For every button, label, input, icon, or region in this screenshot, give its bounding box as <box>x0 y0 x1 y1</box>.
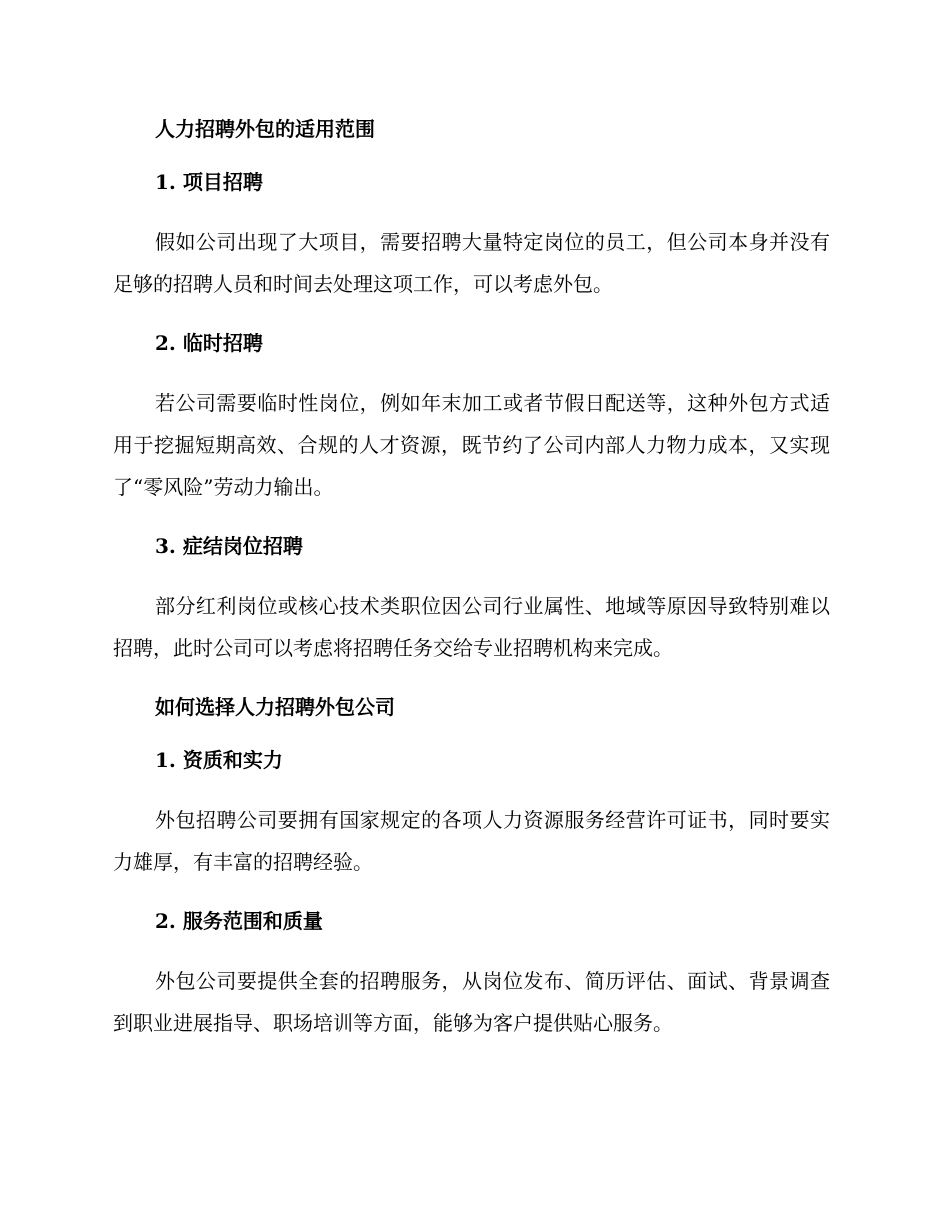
section-title-scope: 人力招聘外包的适用范围 <box>155 117 375 141</box>
item-title-hard-to-fill-recruitment: 3. 症结岗位招聘 <box>155 534 303 558</box>
item-body-hard-to-fill-recruitment: 部分红利岗位或核心技术类职位因公司行业属性、地域等原因导致特别难以招聘，此时公司可以考虑将招聘任务交给专业招聘机构来完成。 <box>113 594 830 660</box>
section-title-selection: 如何选择人力招聘外包公司 <box>155 695 395 719</box>
item-title-qualification: 1. 资质和实力 <box>155 748 283 772</box>
item-title-temporary-recruitment: 2. 临时招聘 <box>155 331 263 355</box>
item-title-service-scope: 2. 服务范围和质量 <box>155 909 323 933</box>
item-body-temporary-recruitment: 若公司需要临时性岗位，例如年末加工或者节假日配送等，这种外包方式适用于挖掘短期高效、合规的人才资源，既节约了公司内部人力物力成本，又实现了“零风险”劳动力输出。 <box>113 391 830 499</box>
item-body-service-scope: 外包公司要提供全套的招聘服务，从岗位发布、简历评估、面试、背景调查到职业进展指导、职场培训等方面，能够为客户提供贴心服务。 <box>113 969 830 1035</box>
item-title-project-recruitment: 1. 项目招聘 <box>155 170 263 194</box>
item-body-qualification: 外包招聘公司要拥有国家规定的各项人力资源服务经营许可证书，同时要实力雄厚，有丰富的招聘经验。 <box>113 808 830 874</box>
item-body-project-recruitment: 假如公司出现了大项目，需要招聘大量特定岗位的员工，但公司本身并没有足够的招聘人员和时间去处理这项工作，可以考虑外包。 <box>113 230 830 296</box>
